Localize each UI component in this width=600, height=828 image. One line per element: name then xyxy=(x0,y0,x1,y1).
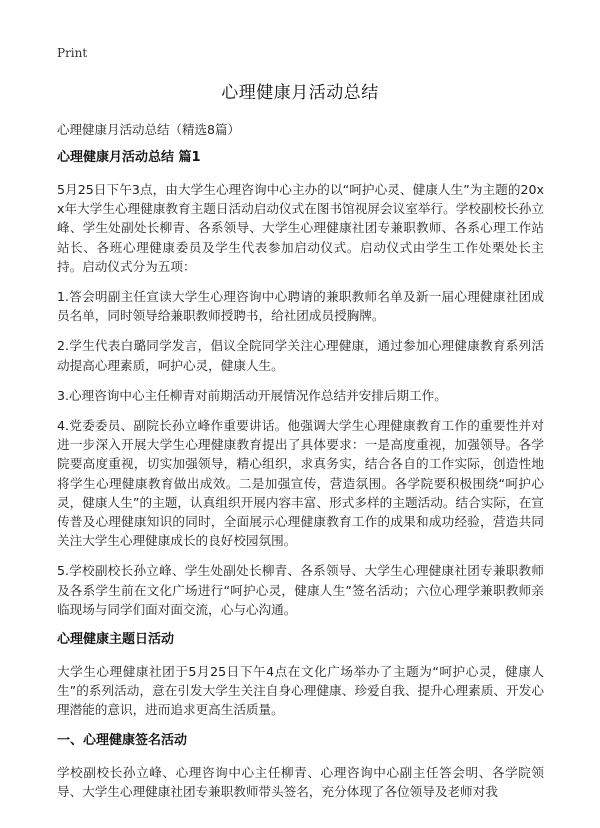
paragraph: 学校副校长孙立峰、心理咨询中心主任柳青、心理咨询中心副主任答会明、各学院领导、大学生心理健康社团专兼职教师带头签名，充分体现了各位领导及老师对我 xyxy=(57,764,544,799)
paragraph: 2.学生代表白璐同学发言，倡议全院同学关注心理健康，通过参加心理健康教育系列活动提高心理素质，呵护心灵，健康人生。 xyxy=(57,338,544,373)
section-heading-2: 心理健康主题日活动 xyxy=(57,632,175,648)
document-body xyxy=(57,148,544,812)
paragraph: 5月25日下午3点，由大学生心理咨询中心主办的以“呵护心灵、健康人生”为主题的20xx年大学生心理健康教育主题日活动启动仪式在图书馆视屏会议室举行。学校副校长孙立峰、学生处副处长柳青、各系领导、大学生心理健康社团专兼职教师、各系心理工作站站长、各班心理健康委员及学生代表参加启动仪式。启动仪式由学生工作处栗处长主持。启动仪式分为五项： xyxy=(57,182,544,274)
paragraph: 5.学校副校长孙立峰、学生处副处长柳青、各系领导、大学生心理健康社团专兼职教师及各系学生前在文化广场进行“呵护心灵，健康人生”签名活动；六位心理学兼职教师亲临现场与同学们面对面交流，心与心沟通。 xyxy=(57,563,544,617)
paragraph: 1.答会明副主任宣读大学生心理咨询中心聘请的兼职教师名单及新一届心理健康社团成员名单，同时领导给兼职教师授聘书，给社团成员授胸牌。 xyxy=(57,289,544,324)
paragraph: 大学生心理健康社团于5月25日下午4点在文化广场举办了主题为“呵护心灵，健康人生”的系列活动，意在引发大学生关注自身心理健康、珍爱自我、提升心理素质、开发心理潜能的意识，进而追求更高生活质量。 xyxy=(57,664,544,718)
print-link[interactable]: Print xyxy=(57,46,88,60)
paragraph: 4.党委委员、副院长孙立峰作重要讲话。他强调大学生心理健康教育工作的重要性并对进一步深入开展大学生心理健康教育提出了具体要求：一是高度重视，加强领导。各学院要高度重视，切实加强领导，精心组织，求真务实，结合各自的工作实际，创造性地将学生心理健康教育做出成效。二是加强宣传，营造氛围。各学院要积极围绕“呵护心灵，健康人生”的主题，认真组织开展内容丰富、形式多样的主题活动。结合实际，在宣传普及心理健康知识的同时，全面展示心理健康教育工作的成果和成功经验，营造共同关注大学生心理健康成长的良好校园氛围。 xyxy=(57,418,544,549)
paragraph: 3.心理咨询中心主任柳青对前期活动开展情况作总结并安排后期工作。 xyxy=(57,387,447,403)
page-title: 心理健康月活动总结 xyxy=(221,83,379,103)
section-heading-1: 心理健康月活动总结 篇1 xyxy=(57,150,201,165)
section-heading-3: 一、心理健康签名活动 xyxy=(57,732,188,748)
document-subtitle: 心理健康月活动总结（精选8篇） xyxy=(57,122,240,137)
